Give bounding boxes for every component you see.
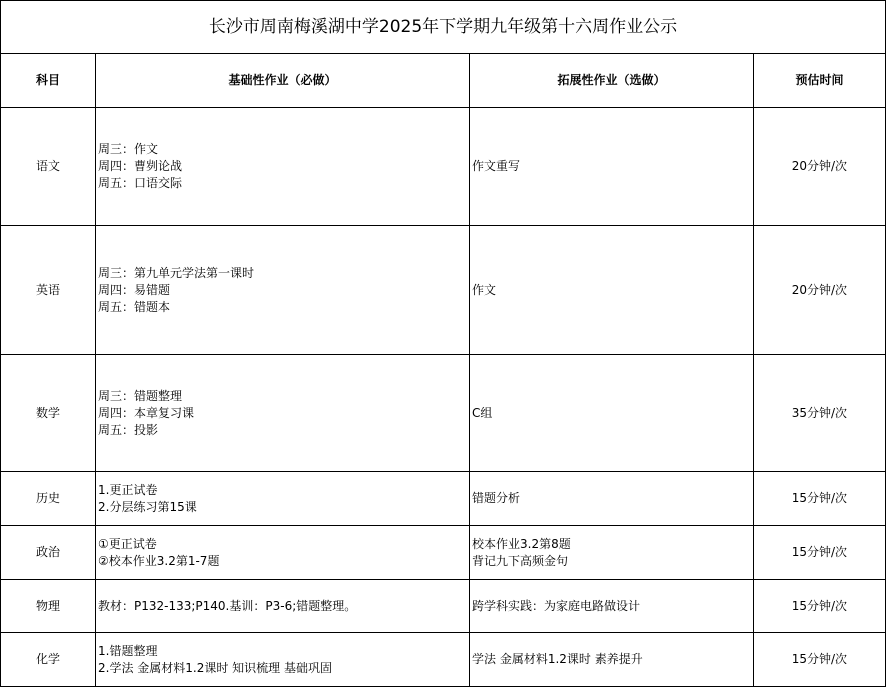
header-time: 预估时间: [754, 54, 886, 108]
time-cell: 15分钟/次: [754, 580, 886, 633]
subject-cell: 英语: [1, 226, 96, 355]
subject-cell: 政治: [1, 526, 96, 580]
extended-homework-line: 跨学科实践：为家庭电路做设计: [472, 598, 641, 613]
extended-homework-line: 作文重写: [472, 159, 521, 173]
basic-homework-line: 周五：投影: [98, 422, 159, 437]
basic-homework-line: 周四：本章复习课: [98, 405, 195, 420]
table-row: [1, 633, 886, 687]
extended-homework-line: 错题分析: [472, 491, 521, 505]
table-row: [1, 226, 886, 355]
extended-homework-cell: [470, 526, 754, 580]
extended-homework-cell: [470, 355, 754, 472]
table-row: [1, 355, 886, 472]
basic-homework-cell: [96, 472, 470, 526]
extended-homework-line: 学法 金属材料1.2课时 素养提升: [472, 652, 643, 666]
subject-cell: 历史: [1, 472, 96, 526]
extended-homework-cell: [470, 472, 754, 526]
extended-homework-line: C组: [472, 405, 493, 420]
basic-homework-line: 2.分层练习第15课: [98, 499, 197, 514]
extended-homework-cell: [470, 580, 754, 633]
table-row: [1, 472, 886, 526]
basic-homework-line: 周四：易错题: [98, 282, 171, 297]
header-subject: 科目: [1, 54, 96, 108]
extended-homework-cell: [470, 226, 754, 355]
basic-homework-line: 周五：错题本: [98, 299, 171, 314]
table-row: [1, 580, 886, 633]
extended-homework-line: 背记九下高频金句: [472, 553, 569, 568]
time-cell: 35分钟/次: [754, 355, 886, 472]
basic-homework-line: 教材：P132-133;P140.基训：P3-6;错题整理。: [98, 598, 357, 613]
time-cell: 15分钟/次: [754, 472, 886, 526]
extended-homework-line: 作文: [472, 282, 497, 297]
basic-homework-line: 周三：第九单元学法第一课时: [98, 265, 255, 280]
page-title: 长沙市周南梅溪湖中学2025年下学期九年级第十六周作业公示: [1, 1, 886, 54]
basic-homework-line: 周三：作文: [98, 142, 159, 156]
extended-homework-line: 校本作业3.2第8题: [472, 536, 571, 551]
subject-cell: 语文: [1, 108, 96, 226]
basic-homework-cell: [96, 108, 470, 226]
table-body: [1, 108, 886, 687]
time-cell: 15分钟/次: [754, 526, 886, 580]
basic-homework-cell: [96, 580, 470, 633]
basic-homework-cell: [96, 633, 470, 687]
table-row: [1, 108, 886, 226]
basic-homework-line: 1.错题整理: [98, 643, 158, 658]
time-cell: 15分钟/次: [754, 633, 886, 687]
subject-cell: 化学: [1, 633, 96, 687]
basic-homework-cell: [96, 226, 470, 355]
basic-homework-line: 1.更正试卷: [98, 482, 158, 497]
extended-homework-cell: [470, 108, 754, 226]
time-cell: 20分钟/次: [754, 226, 886, 355]
basic-homework-line: 周三：错题整理: [98, 388, 183, 403]
extended-homework-cell: [470, 633, 754, 687]
table-row: [1, 526, 886, 580]
basic-homework-line: 周四：曹刿论战: [98, 159, 183, 173]
subject-cell: 物理: [1, 580, 96, 633]
basic-homework-cell: [96, 355, 470, 472]
basic-homework-line: ①更正试卷: [98, 536, 157, 551]
basic-homework-line: ②校本作业3.2第1-7题: [98, 553, 220, 568]
basic-homework-line: 周五：口语交际: [98, 176, 183, 190]
time-cell: 20分钟/次: [754, 108, 886, 226]
basic-homework-line: 2.学法 金属材料1.2课时 知识梳理 基础巩固: [98, 660, 332, 675]
subject-cell: 数学: [1, 355, 96, 472]
header-extended: 拓展性作业（选做）: [470, 54, 754, 108]
basic-homework-cell: [96, 526, 470, 580]
header-basic: 基础性作业（必做）: [96, 54, 470, 108]
